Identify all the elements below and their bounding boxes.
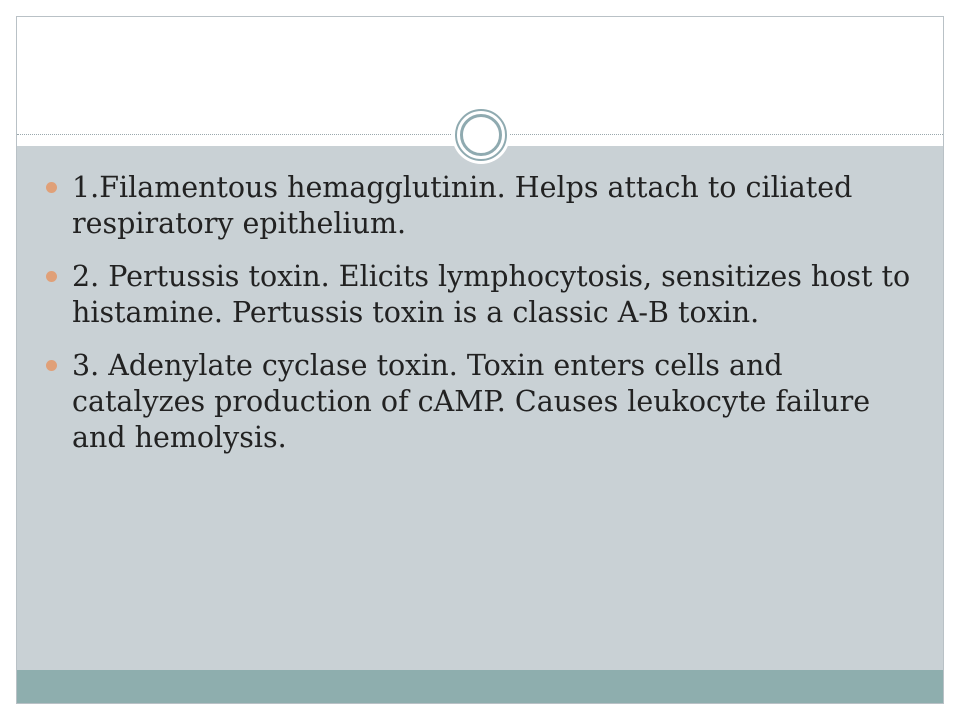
bullet-item	[46, 170, 916, 242]
bullet-text: 3. Adenylate cyclase toxin. Toxin enters cells and catalyzes production of cAMP. Causes leukocyte failure and hemolysis.	[72, 349, 871, 454]
bullet-dot-icon	[46, 271, 57, 282]
bullet-item	[46, 348, 916, 456]
bullet-text: 2. Pertussis toxin. Elicits lymphocytosis, sensitizes host to histamine. Pertussis toxin is a classic A-B toxin.	[72, 260, 911, 329]
bullet-dot-icon	[46, 182, 57, 193]
bullet-dot-icon	[46, 360, 57, 371]
bullet-text: 1.Filamentous hemagglutinin. Helps attach to ciliated respiratory epithelium.	[72, 171, 853, 240]
ornament-inner-ring	[460, 114, 502, 156]
footer-bar	[17, 670, 943, 703]
bullet-list	[46, 170, 916, 473]
bullet-item	[46, 259, 916, 331]
